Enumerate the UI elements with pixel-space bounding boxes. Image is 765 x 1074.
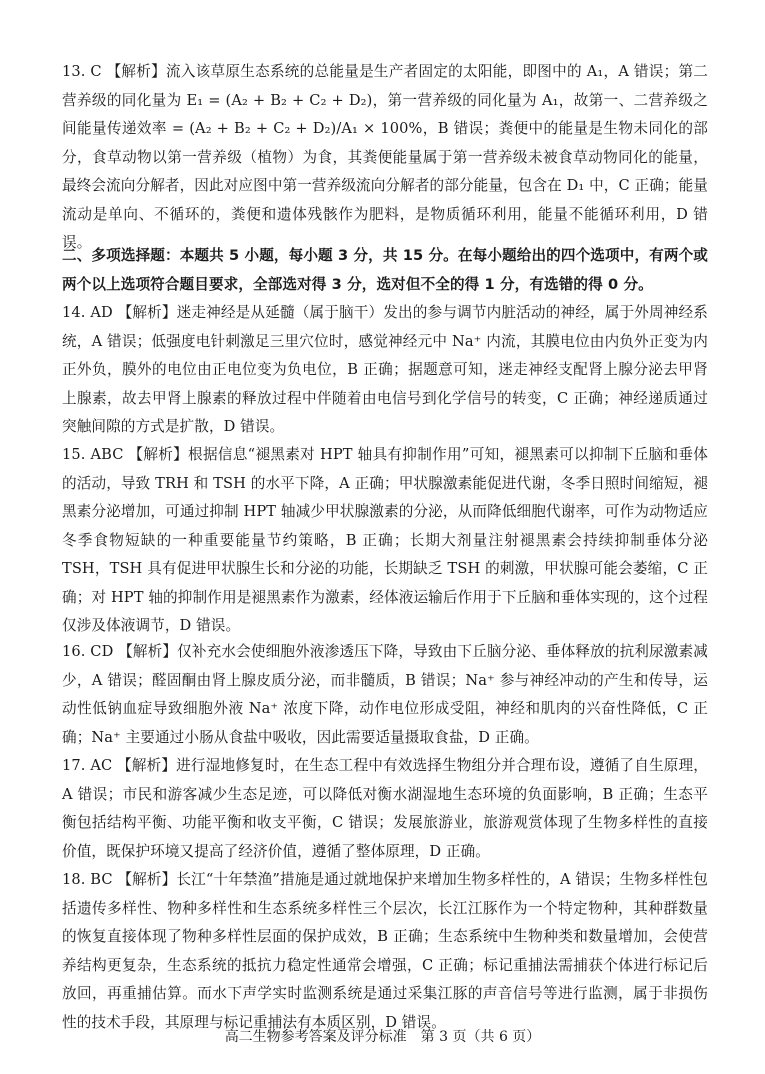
- answer-q15: [62, 441, 708, 641]
- section-heading-text: 二、多项选择题：本题共 5 小题，每小题 3 分，共 15 分。在每小题给出的四个选项中，有两个或两个以上选项符合题目要求，全部选对得 3 分，选对但不全的得 1 分，有选错的得 0 分。: [62, 247, 708, 293]
- answer-q16: [62, 638, 708, 752]
- answer-q13: [62, 58, 708, 258]
- answer-q16-text: 16. CD 【解析】仅补充水会使细胞外液渗透压下降，导致由下丘脑分泌、垂体释放的抗利尿激素减少，A 错误；醛固酮由肾上腺皮质分泌，而非髓质，B 错误；Na⁺ 参与神经冲动的产生和传导，运动性低钠血症导致细胞外液 Na⁺ 浓度下降，动作电位形成受阻，神经和肌肉的兴奋性降低，C 正确；Na⁺ 主要通过小肠从食盐中吸收，因此需要适量摄取食盐，D 正确。: [62, 643, 708, 746]
- answer-q17-text: 17. AC 【解析】进行湿地修复时，在生态工程中有效选择生物组分并合理布设，遵循了自生原理，A 错误；市民和游客减少生态足迹，可以降低对衡水湖湿地生态环境的负面影响，B 正确；生态平衡包括结构平衡、功能平衡和收支平衡，C 错误；发展旅游业，旅游观赏体现了生物多样性的直接价值，既保护环境又提高了经济价值，遵循了整体原理，D 正确。: [62, 757, 708, 860]
- page-footer: 高二生物参考答案及评分标准 第 3 页（共 6 页）: [224, 1029, 541, 1045]
- answer-q18: [62, 866, 708, 1037]
- answer-q17: [62, 752, 708, 866]
- answer-q13-text: 13. C 【解析】流入该草原生态系统的总能量是生产者固定的太阳能，即图中的 A₁，A 错误；第二营养级的同化量为 E₁ = (A₂ + B₂ + C₂ + D₂)，第一营养级的同化量为 A₁，故第一、二营养级之间能量传递效率 = (A₂ + B₂ + C₂ + D₂)/A₁ × 100%，B 错误；粪便中的能量是生物未同化的部分，食草动物以第一营养级（植物）为食，其粪便能量属于第一营养级未被食草动物同化的能量，最终会流向分解者，因此对应图中第一营养级流向分解者的部分能量，包含在 D₁ 中，C 正确；能量流动是单向、不循环的，粪便和遗体残骸作为肥料，是物质循环利用，能量不能循环利用，D 错误。: [62, 63, 708, 251]
- answer-q14: [62, 299, 708, 442]
- answer-q14-text: 14. AD 【解析】迷走神经是从延髓（属于脑干）发出的参与调节内脏活动的神经，属于外周神经系统，A 错误；低强度电针刺激足三里穴位时，感觉神经元中 Na⁺ 内流，其膜电位由内负外正变为内正外负，膜外的电位由正电位变为负电位，B 正确；据题意可知，迷走神经支配肾上腺分泌去甲肾上腺素，故去甲肾上腺素的释放过程中伴随着由电信号到化学信号的转变，C 正确；神经递质通过突触间隙的方式是扩散，D 错误。: [62, 304, 708, 435]
- answer-q15-text: 15. ABC 【解析】根据信息“褪黑素对 HPT 轴具有抑制作用”可知，褪黑素可以抑制下丘脑和垂体的活动，导致 TRH 和 TSH 的水平下降，A 正确；甲状腺激素能促进代谢，冬季日照时间缩短，褪黑素分泌增加，可通过抑制 HPT 轴减少甲状腺激素的分泌，从而降低细胞代谢率，可作为动物适应冬季食物短缺的一种重要能量节约策略，B 正确；长期大剂量注射褪黑素会持续抑制垂体分泌 TSH，TSH 具有促进甲状腺生长和分泌的功能，长期缺乏 TSH 的刺激，甲状腺可能会萎缩，C 正确；对 HPT 轴的抑制作用是褪黑素作为激素，经体液运输后作用于下丘脑和垂体实现的，这个过程仅涉及体液调节，D 错误。: [62, 446, 708, 634]
- answer-q18-text: 18. BC 【解析】长江“十年禁渔”措施是通过就地保护来增加生物多样性的，A 错误；生物多样性包括遗传多样性、物种多样性和生态系统多样性三个层次，长江江豚作为一个特定物种，其种群数量的恢复直接体现了物种多样性层面的保护成效，B 正确；生态系统中生物种类和数量增加，会使营养结构更复杂，生态系统的抵抗力稳定性通常会增强，C 正确；标记重捕法需捕获个体进行标记后放回，再重捕估算。而水下声学实时监测系统是通过采集江豚的声音信号等进行监测，属于非损伤性的技术手段，其原理与标记重捕法有本质区别，D 错误。: [62, 871, 708, 1031]
- section-multiple-choice-heading: [62, 242, 708, 299]
